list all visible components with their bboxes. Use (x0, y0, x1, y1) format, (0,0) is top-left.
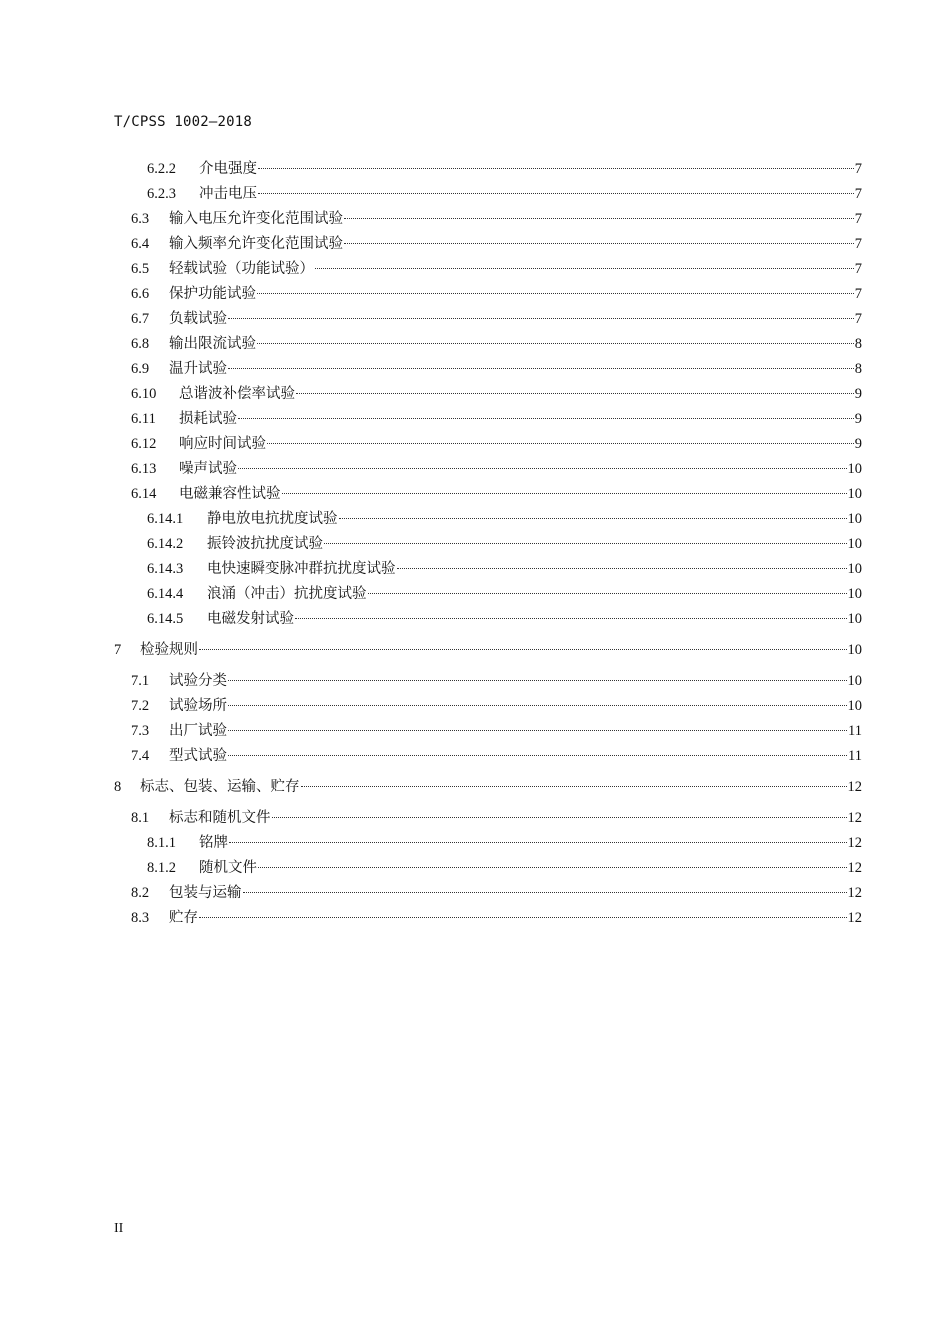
toc-entry-page: 10 (847, 511, 862, 527)
toc-dot-leader (267, 430, 854, 448)
toc-entry-page: 9 (854, 386, 862, 402)
toc-entry-title: 输入电压允许变化范围试验 (169, 211, 343, 227)
toc-dot-leader (368, 580, 847, 598)
toc-entry-number: 7.1 (131, 673, 150, 689)
toc-entry-number: 6.14.5 (147, 611, 184, 627)
toc-dot-leader (228, 692, 847, 710)
toc-entry[interactable] (131, 455, 862, 478)
toc-entry-page: 10 (847, 673, 862, 689)
toc-dot-leader (228, 667, 847, 685)
toc-entry-title: 检验规则 (140, 642, 198, 658)
toc-dot-leader (344, 205, 854, 223)
toc-entry-title: 冲击电压 (199, 186, 257, 202)
toc-entry-title: 介电强度 (199, 161, 257, 177)
toc-entry-page: 8 (854, 361, 862, 377)
toc-entry-number: 6.5 (131, 261, 150, 277)
toc-entry-page: 10 (847, 561, 862, 577)
toc-entry-number: 6.14 (131, 486, 157, 502)
toc-entry[interactable] (147, 530, 862, 553)
toc-entry-title: 总谐波补偿率试验 (179, 386, 295, 402)
toc-dot-leader (257, 280, 854, 298)
toc-entry-page: 9 (854, 411, 862, 427)
toc-entry[interactable] (131, 904, 862, 927)
toc-dot-leader (301, 773, 847, 791)
toc-entry-page: 7 (854, 261, 862, 277)
toc-entry-title: 试验场所 (169, 698, 227, 714)
toc-entry-number: 6.14.1 (147, 511, 184, 527)
toc-dot-leader (272, 804, 847, 822)
toc-entry[interactable] (131, 330, 862, 353)
toc-entry-title: 响应时间试验 (179, 436, 266, 452)
toc-entry-number: 6.3 (131, 211, 150, 227)
toc-entry[interactable] (131, 879, 862, 902)
toc-entry[interactable] (147, 829, 862, 852)
toc-entry-page: 9 (854, 436, 862, 452)
toc-entry-number: 6.9 (131, 361, 150, 377)
toc-entry-title: 标志和随机文件 (169, 810, 271, 826)
toc-entry[interactable] (114, 636, 862, 659)
toc-entry-number: 6.7 (131, 311, 150, 327)
toc-entry-page: 7 (854, 186, 862, 202)
toc-entry[interactable] (147, 180, 862, 203)
toc-entry-title: 出厂试验 (169, 723, 227, 739)
toc-entry-number: 6.2.2 (147, 161, 176, 177)
toc-dot-leader (257, 330, 854, 348)
toc-entry-page: 10 (847, 536, 862, 552)
toc-entry-page: 12 (847, 910, 862, 926)
toc-entry-page: 10 (847, 486, 862, 502)
toc-entry[interactable] (147, 505, 862, 528)
toc-dot-leader (229, 829, 847, 847)
toc-entry-page: 10 (847, 461, 862, 477)
toc-entry-number: 6.10 (131, 386, 157, 402)
toc-entry-number: 7.2 (131, 698, 150, 714)
toc-dot-leader (282, 480, 847, 498)
toc-entry-title: 温升试验 (169, 361, 227, 377)
toc-entry-title: 试验分类 (169, 673, 227, 689)
toc-dot-leader (315, 255, 854, 273)
toc-entry-title: 浪涌（冲击）抗扰度试验 (207, 586, 367, 602)
toc-entry-page: 8 (854, 336, 862, 352)
toc-entry-title: 输入频率允许变化范围试验 (169, 236, 343, 252)
toc-dot-leader (258, 854, 847, 872)
toc-entry[interactable] (131, 280, 862, 303)
toc-dot-leader (258, 180, 854, 198)
toc-entry-title: 电磁发射试验 (207, 611, 294, 627)
toc-entry-number: 6.2.3 (147, 186, 176, 202)
toc-entry[interactable] (131, 355, 862, 378)
toc-dot-leader (238, 455, 847, 473)
toc-entry-title: 振铃波抗扰度试验 (207, 536, 323, 552)
toc-entry-page: 12 (847, 885, 862, 901)
toc-entry[interactable] (147, 555, 862, 578)
toc-dot-leader (238, 405, 854, 423)
toc-entry-number: 6.14.4 (147, 586, 184, 602)
toc-dot-leader (339, 505, 847, 523)
toc-dot-leader (397, 555, 847, 573)
toc-entry-page: 7 (854, 161, 862, 177)
toc-entry[interactable] (131, 717, 862, 740)
toc-entry-title: 电磁兼容性试验 (179, 486, 281, 502)
toc-entry[interactable] (131, 480, 862, 503)
toc-entry[interactable] (131, 205, 862, 228)
toc-dot-leader (199, 636, 847, 654)
toc-entry-page: 12 (847, 810, 862, 826)
toc-entry-page: 10 (847, 611, 862, 627)
toc-entry-title: 随机文件 (199, 860, 257, 876)
toc-entry-title: 保护功能试验 (169, 286, 256, 302)
toc-entry-number: 8.3 (131, 910, 150, 926)
toc-entry-number: 6.8 (131, 336, 150, 352)
toc-dot-leader (243, 879, 847, 897)
toc-entry-page: 12 (847, 779, 862, 795)
toc-entry-title: 型式试验 (169, 748, 227, 764)
toc-entry-title: 包装与运输 (169, 885, 242, 901)
toc-entry-page: 12 (847, 835, 862, 851)
toc-entry-title: 负载试验 (169, 311, 227, 327)
toc-entry-number: 6.6 (131, 286, 150, 302)
toc-dot-leader (258, 155, 854, 173)
toc-dot-leader (344, 230, 854, 248)
toc-entry-number: 8.1 (131, 810, 150, 826)
toc-entry[interactable] (131, 430, 862, 453)
toc-dot-leader (228, 355, 854, 373)
toc-entry-page: 7 (854, 286, 862, 302)
toc-entry[interactable] (131, 230, 862, 253)
toc-entry[interactable] (131, 305, 862, 328)
toc-dot-leader (296, 380, 854, 398)
toc-entry[interactable] (147, 155, 862, 178)
toc-dot-leader (324, 530, 847, 548)
toc-entry[interactable] (131, 692, 862, 715)
toc-entry-title: 损耗试验 (179, 411, 237, 427)
toc-entry[interactable] (131, 804, 862, 827)
toc-entry-title: 标志、包装、运输、贮存 (140, 779, 300, 795)
toc-entry-page: 11 (848, 723, 862, 739)
toc-entry-page: 10 (847, 698, 862, 714)
toc-entry-title: 轻载试验（功能试验） (169, 261, 314, 277)
toc-dot-leader (228, 305, 854, 323)
toc-dot-leader (295, 605, 847, 623)
toc-entry-title: 输出限流试验 (169, 336, 256, 352)
toc-entry-number: 6.14.2 (147, 536, 184, 552)
toc-entry[interactable] (131, 742, 862, 765)
toc-dot-leader (228, 742, 847, 760)
toc-entry[interactable] (147, 605, 862, 628)
toc-dot-leader (228, 717, 847, 735)
toc-entry-page: 7 (854, 211, 862, 227)
toc-entry-page: 7 (854, 236, 862, 252)
toc-entry-page: 10 (847, 642, 862, 658)
toc-entry-title: 铭牌 (199, 835, 228, 851)
toc-entry-number: 6.14.3 (147, 561, 184, 577)
toc-entry-number: 7.4 (131, 748, 150, 764)
toc-entry-number: 8 (114, 779, 122, 795)
page-number-footer: II (114, 1221, 124, 1236)
document-code-header: T/CPSS 1002—2018 (114, 114, 253, 130)
toc-entry-number: 7 (114, 642, 122, 658)
toc-entry-number: 8.2 (131, 885, 150, 901)
toc-entry-number: 8.1.1 (147, 835, 176, 851)
toc-entry-number: 8.1.2 (147, 860, 176, 876)
toc-entry[interactable] (131, 255, 862, 278)
toc-entry[interactable] (131, 405, 862, 428)
toc-entry[interactable] (147, 854, 862, 877)
toc-entry-title: 静电放电抗扰度试验 (207, 511, 338, 527)
toc-entry-title: 贮存 (169, 910, 198, 926)
toc-entry-number: 7.3 (131, 723, 150, 739)
toc-entry[interactable] (131, 667, 862, 690)
toc-dot-leader (199, 904, 847, 922)
toc-entry[interactable] (147, 580, 862, 603)
toc-entry-page: 12 (847, 860, 862, 876)
toc-entry-number: 6.12 (131, 436, 157, 452)
toc-entry-number: 6.13 (131, 461, 157, 477)
toc-entry-page: 7 (854, 311, 862, 327)
toc-entry-page: 11 (848, 748, 862, 764)
toc-entry[interactable] (131, 380, 862, 403)
toc-entry-number: 6.11 (131, 411, 156, 427)
toc-entry-page: 10 (847, 586, 862, 602)
toc-entry-number: 6.4 (131, 236, 150, 252)
toc-entry-title: 电快速瞬变脉冲群抗扰度试验 (207, 561, 396, 577)
toc-entry-title: 噪声试验 (179, 461, 237, 477)
toc-entry[interactable] (114, 773, 862, 796)
